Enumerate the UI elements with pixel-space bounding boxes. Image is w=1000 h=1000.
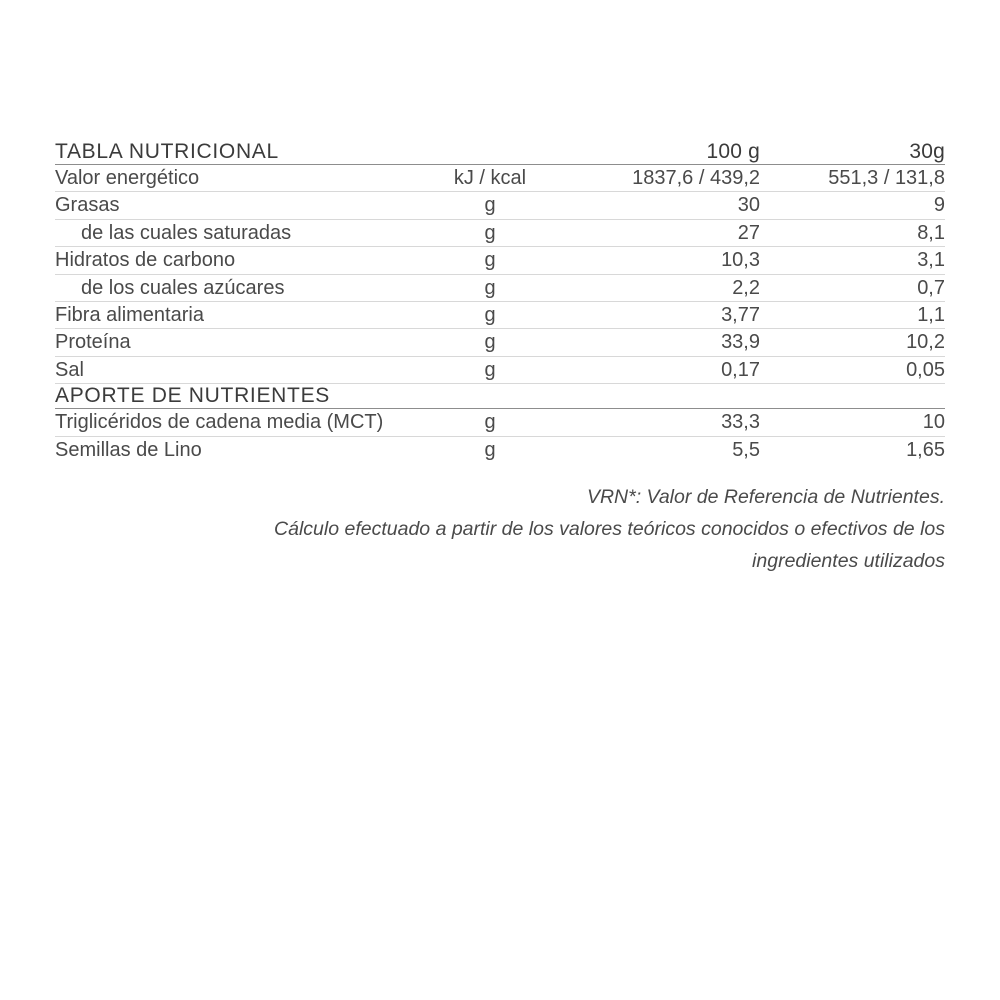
table-row [55, 409, 945, 436]
row-value-100g: 1837,6 / 439,2 [570, 165, 760, 192]
nutrition-table [55, 140, 945, 463]
table-row [55, 274, 945, 301]
row-value-30g: 1,1 [760, 301, 945, 328]
row-unit: g [410, 409, 570, 436]
row-unit: g [410, 329, 570, 356]
row-value-30g: 0,05 [760, 356, 945, 383]
table-row [55, 301, 945, 328]
row-value-30g: 8,1 [760, 219, 945, 246]
table-row [55, 329, 945, 356]
row-value-30g: 10 [760, 409, 945, 436]
row-label: de los cuales azúcares [55, 274, 410, 301]
nutrition-nutrient-rows [55, 409, 945, 463]
footnote-line-2: Cálculo efectuado a partir de los valores teóricos conocidos o efectivos de los [274, 518, 945, 541]
row-unit: g [410, 247, 570, 274]
row-label: Proteína [55, 329, 410, 356]
table-header-row [55, 140, 945, 165]
row-value-100g: 27 [570, 219, 760, 246]
table-row [55, 247, 945, 274]
row-value-100g: 30 [570, 192, 760, 219]
nutrition-table-wrapper [55, 140, 945, 577]
row-unit: g [410, 219, 570, 246]
header-100g-column: 100 g [570, 140, 760, 165]
row-value-30g: 0,7 [760, 274, 945, 301]
row-value-30g: 1,65 [906, 438, 945, 461]
row-value-100g: 10,3 [570, 247, 760, 274]
row-label: de las cuales saturadas [55, 219, 410, 246]
table-row [55, 436, 945, 463]
nutrition-table-body [55, 140, 945, 165]
row-value-30g: 10,2 [760, 329, 945, 356]
section-spacer-30g [760, 384, 945, 409]
footnote [55, 481, 945, 578]
row-unit: g [484, 438, 496, 461]
row-value-100g: 33,9 [570, 329, 760, 356]
header-unit-column [410, 140, 570, 165]
section-header-row [55, 384, 945, 409]
row-unit: g [410, 301, 570, 328]
row-value-100g: 5,5 [732, 438, 760, 461]
footnote-line-1: VRN*: Valor de Referencia de Nutrientes. [586, 485, 945, 508]
header-30g-column: 30g [760, 140, 945, 165]
row-value-100g: 0,17 [570, 356, 760, 383]
section-spacer-100g [570, 384, 760, 409]
section-title: APORTE DE NUTRIENTES [55, 384, 410, 409]
row-unit: kJ / kcal [410, 165, 570, 192]
row-label: Hidratos de carbono [55, 247, 410, 274]
row-value-100g: 2,2 [570, 274, 760, 301]
row-unit: g [410, 192, 570, 219]
row-label: Triglicéridos de cadena media (MCT) [55, 409, 410, 436]
table-row [55, 219, 945, 246]
row-value-30g: 3,1 [760, 247, 945, 274]
row-unit: g [410, 274, 570, 301]
table-row [55, 165, 945, 192]
row-label: Grasas [55, 192, 410, 219]
section-spacer-unit [410, 384, 570, 409]
table-title: TABLA NUTRICIONAL [55, 140, 410, 165]
row-unit: g [410, 356, 570, 383]
row-label: Semillas de Lino [55, 438, 202, 461]
row-label: Fibra alimentaria [55, 301, 410, 328]
row-value-30g: 551,3 / 131,8 [760, 165, 945, 192]
nutrient-section-header [55, 384, 945, 409]
table-row [55, 192, 945, 219]
row-label: Valor energético [55, 165, 410, 192]
row-label: Sal [55, 356, 410, 383]
footnote-line-3: ingredientes utilizados [752, 550, 945, 573]
row-value-100g: 33,3 [570, 409, 760, 436]
table-row [55, 356, 945, 383]
nutrition-main-rows [55, 165, 945, 384]
row-value-30g: 9 [760, 192, 945, 219]
row-value-100g: 3,77 [570, 301, 760, 328]
